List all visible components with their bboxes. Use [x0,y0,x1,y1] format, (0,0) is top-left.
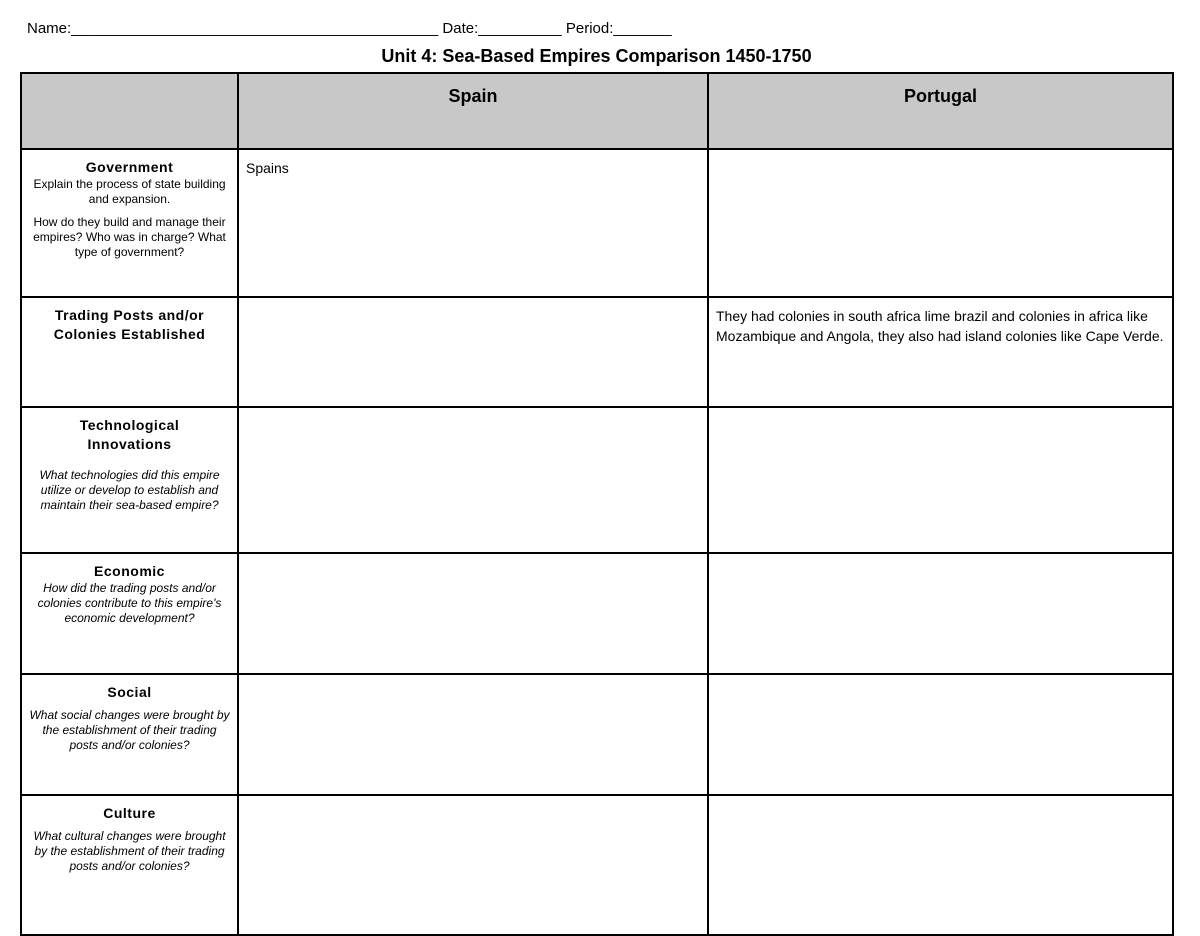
cell-text [709,408,1172,417]
cell-spain-culture[interactable] [238,795,708,935]
cell-spain-trading-posts[interactable] [238,297,708,407]
row-description: How do they build and manage their empires? Who was in charge? What type of government? [33,215,226,259]
row-header-trading-posts [21,297,238,407]
cell-portugal-government[interactable] [708,149,1173,297]
cell-portugal-economic[interactable] [708,553,1173,674]
row-description: Explain the process of state building and expansion. [33,177,226,206]
cell-text: They had colonies in south africa lime brazil and colonies in africa like Mozambique and Angola, they also had island colonies like Cape Verde. [716,308,1164,344]
row-description: What cultural changes were brought by the establishment of their trading posts and/or colonies? [33,829,226,873]
row-title: Trading Posts and/or Colonies Established [53,307,206,342]
cell-spain-economic[interactable] [238,553,708,674]
page-title: Unit 4: Sea-Based Empires Comparison 1450-1750 [381,46,812,66]
table-row-economic [21,553,1173,674]
cell-text [709,554,1172,563]
table-row-culture [21,795,1173,935]
cell-portugal-trading-posts[interactable] [708,297,1173,407]
row-title: Government [85,159,174,175]
header-cell-empty [21,73,238,149]
table-header-row [21,73,1173,149]
row-header-government [21,149,238,297]
cell-text [239,408,707,417]
cell-text [709,675,1172,684]
cell-text [709,796,1172,805]
cell-portugal-culture[interactable] [708,795,1173,935]
cell-text: Spains [246,160,289,176]
row-title: Technological Innovations [79,417,180,452]
cell-text [709,150,1172,159]
row-header-economic [21,553,238,674]
row-description: What social changes were brought by the establishment of their trading posts and/or colonies? [29,708,230,752]
row-title: Economic [94,563,165,579]
table-row-technological-innovations [21,407,1173,553]
cell-spain-government[interactable] [238,149,708,297]
row-description: How did the trading posts and/or colonies contribute to this empire's economic development? [37,581,222,625]
cell-text [239,298,707,307]
table-row-government [21,149,1173,297]
table-row-trading-posts [21,297,1173,407]
cell-text [239,675,707,684]
table-row-social [21,674,1173,795]
row-title: Social [107,684,152,700]
cell-spain-technological-innovations[interactable] [238,407,708,553]
row-title: Culture [103,805,156,821]
header-cell-spain: Spain [238,73,708,149]
header-cell-portugal: Portugal [708,73,1173,149]
row-header-social [21,674,238,795]
row-description: What technologies did this empire utilize or develop to establish and maintain their sea-based empire? [39,468,220,512]
cell-spain-social[interactable] [238,674,708,795]
name-date-period-line: Name:____________________________________________ Date:__________ Period:_______ [27,20,672,37]
cell-text [239,796,707,805]
cell-portugal-social[interactable] [708,674,1173,795]
comparison-table [20,72,1174,936]
cell-text [239,554,707,563]
row-header-culture [21,795,238,935]
row-header-technological-innovations [21,407,238,553]
cell-portugal-technological-innovations[interactable] [708,407,1173,553]
